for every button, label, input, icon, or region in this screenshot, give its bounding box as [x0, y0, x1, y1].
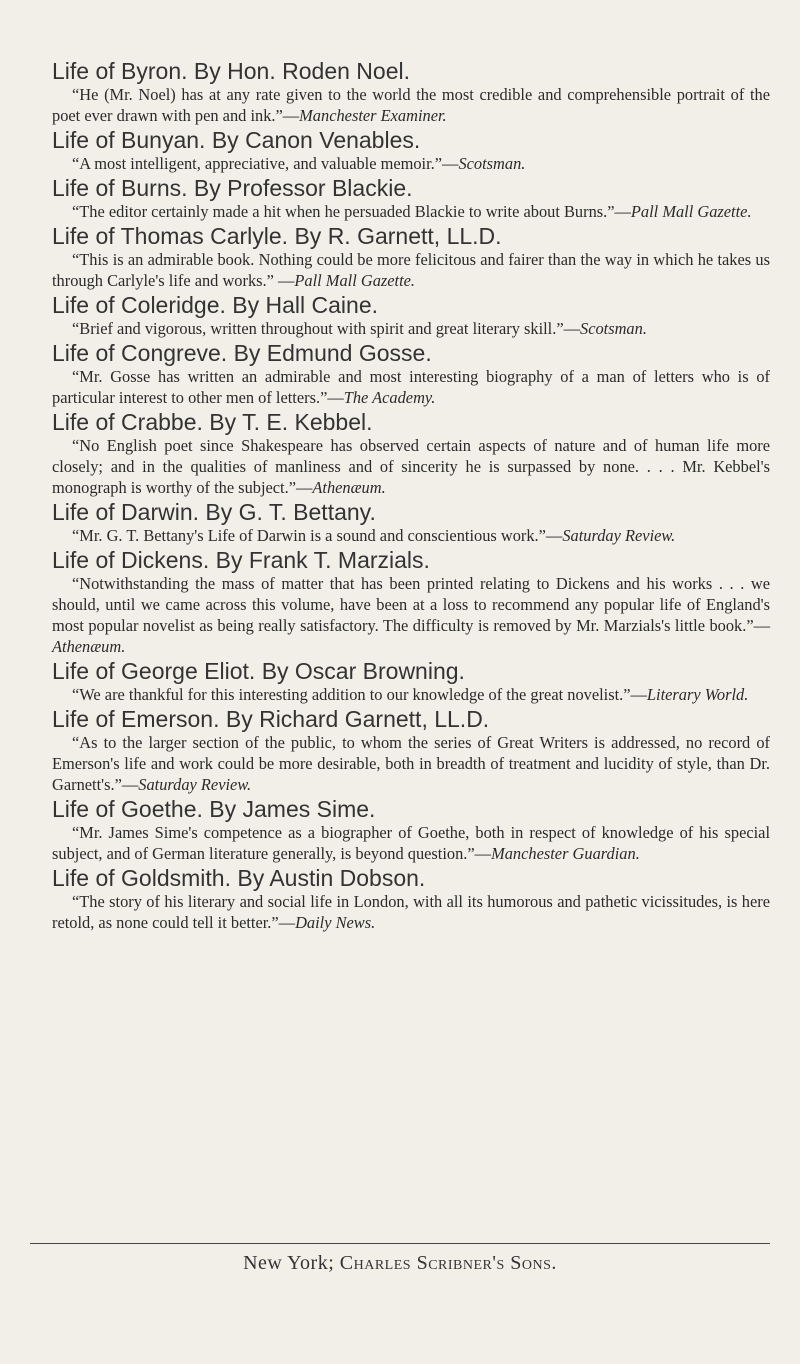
book-title: Life of Thomas Carlyle. — [52, 223, 289, 249]
review-source: Athenæum. — [52, 637, 126, 656]
book-heading — [52, 706, 770, 732]
book-author: By Oscar Browning. — [261, 658, 465, 684]
review-text — [52, 891, 770, 933]
review-text — [52, 153, 770, 174]
footer-city: New York — [243, 1252, 329, 1274]
publisher-footer: New York; Charles Scribner's Sons. — [243, 1252, 557, 1274]
book-author: By Professor Blackie. — [193, 175, 413, 201]
book-title: Life of Dickens. — [52, 547, 210, 573]
book-heading — [52, 796, 770, 822]
book-author: By Edmund Gosse. — [233, 340, 432, 366]
book-heading — [52, 223, 770, 249]
review-text — [52, 201, 770, 222]
book-title: Life of Crabbe. — [52, 409, 203, 435]
book-entry — [52, 340, 770, 408]
review-source: Saturday Review. — [138, 775, 252, 794]
review-quote: “We are thankful for this interesting addition to our knowledge of the great novelist.”— — [72, 685, 647, 704]
book-author: By Canon Venables. — [211, 127, 421, 153]
review-quote: “Mr. James Sime's competence as a biographer of Goethe, both in respect of knowledge of his special subject, and of German literature generally, is beyond question.”— — [52, 823, 770, 863]
book-title: Life of Congreve. — [52, 340, 228, 366]
book-author: By Hall Caine. — [232, 292, 379, 318]
review-source: Scotsman. — [580, 319, 647, 338]
review-quote: “Brief and vigorous, written throughout with spirit and great literary skill.”— — [72, 319, 580, 338]
review-text — [52, 84, 770, 126]
book-heading — [52, 58, 770, 84]
review-source: Scotsman. — [458, 154, 526, 173]
review-source: Literary World. — [646, 685, 749, 704]
review-quote: “The story of his literary and social life in London, with all its humorous and pathetic vicissitudes, is here retold, as none could tell it better.”— — [52, 892, 770, 932]
book-entry — [52, 547, 770, 657]
book-author: By Austin Dobson. — [237, 865, 426, 891]
book-entry — [52, 409, 770, 498]
review-quote: “He (Mr. Noel) has at any rate given to the world the most credible and comprehensible portrait of the poet ever drawn with pen and ink.”— — [52, 85, 770, 125]
review-source: Saturday Review. — [562, 526, 676, 545]
review-quote: “Mr. G. T. Bettany's Life of Darwin is a sound and conscientious work.”— — [72, 526, 563, 545]
book-author: By Frank T. Marzials. — [215, 547, 430, 573]
review-quote: “Notwithstanding the mass of matter that has been printed relating to Dickens and his works . . . we should, until we came across this volume, have been at a loss to recommend any popular life of England's most popular novelist as being really satisfactory. The difficulty is removed by Mr. Marzials's little book.”— — [52, 574, 770, 635]
book-title: Life of Coleridge. — [52, 292, 226, 318]
book-entry — [52, 658, 770, 705]
book-title: Life of George Eliot. — [52, 658, 256, 684]
review-quote: “No English poet since Shakespeare has observed certain aspects of nature and of human life more closely; and in the qualities of manliness and of sincerity he is surpassed by none. . . . Mr. Kebbel's monograph is worthy of the subject.”— — [52, 436, 770, 497]
book-title: Life of Emerson. — [52, 706, 220, 732]
review-source: Manchester Examiner. — [299, 106, 447, 125]
review-list — [52, 58, 770, 934]
book-heading — [52, 547, 770, 573]
book-entry — [52, 706, 770, 795]
book-heading — [52, 409, 770, 435]
book-heading — [52, 865, 770, 891]
review-quote: “Mr. Gosse has written an admirable and most interesting biography of a man of letters who is of particular interest to other men of letters.”— — [52, 367, 770, 407]
book-entry — [52, 796, 770, 864]
book-heading — [52, 499, 770, 525]
book-title: Life of Goldsmith. — [52, 865, 231, 891]
review-text — [52, 366, 770, 408]
book-author: By James Sime. — [209, 796, 376, 822]
book-title: Life of Darwin. — [52, 499, 200, 525]
book-title: Life of Byron. — [52, 58, 188, 84]
book-heading — [52, 175, 770, 201]
book-entry — [52, 865, 770, 933]
book-entry — [52, 499, 770, 546]
review-source: Athenæum. — [312, 478, 386, 497]
review-quote: “A most intelligent, appreciative, and valuable memoir.”— — [72, 154, 459, 173]
book-entry — [52, 223, 770, 291]
book-title: Life of Goethe. — [52, 796, 203, 822]
review-text — [52, 249, 770, 291]
book-heading — [52, 292, 770, 318]
review-text — [52, 525, 770, 546]
review-quote: “The editor certainly made a hit when he persuaded Blackie to write about Burns.”— — [72, 202, 631, 221]
book-entry — [52, 175, 770, 222]
book-author: By T. E. Kebbel. — [209, 409, 373, 435]
book-heading — [52, 340, 770, 366]
review-source: The Academy. — [343, 388, 436, 407]
review-text — [52, 822, 770, 864]
book-entry — [52, 58, 770, 126]
book-entry — [52, 292, 770, 339]
review-text — [52, 573, 770, 657]
review-source: Manchester Guardian. — [491, 844, 640, 863]
review-quote: “As to the larger section of the public, to whom the series of Great Writers is addressed, no record of Emerson's life and work could be more desirable, both in breadth of treatment and lucidity of style, than Dr. Garnett's.”— — [52, 733, 770, 794]
footer-publisher: Charles Scribner's Sons. — [339, 1252, 557, 1274]
review-source: Pall Mall Gazette. — [630, 202, 752, 221]
book-author: By Richard Garnett, LL.D. — [225, 706, 490, 732]
review-source: Pall Mall Gazette. — [294, 271, 416, 290]
book-heading — [52, 658, 770, 684]
book-title: Life of Bunyan. — [52, 127, 206, 153]
book-heading — [52, 127, 770, 153]
book-entry — [52, 127, 770, 174]
footer-rule — [30, 1243, 770, 1244]
review-text — [52, 318, 770, 339]
book-author: By R. Garnett, LL.D. — [294, 223, 502, 249]
book-author: By Hon. Roden Noel. — [193, 58, 410, 84]
book-author: By G. T. Bettany. — [205, 499, 376, 525]
review-quote: “This is an admirable book. Nothing could be more felicitous and fairer than the way in which he takes us through Carlyle's life and works.” — — [52, 250, 770, 290]
book-title: Life of Burns. — [52, 175, 188, 201]
review-text — [52, 732, 770, 795]
review-source: Daily News. — [295, 913, 376, 932]
review-text — [52, 684, 770, 705]
review-text — [52, 435, 770, 498]
